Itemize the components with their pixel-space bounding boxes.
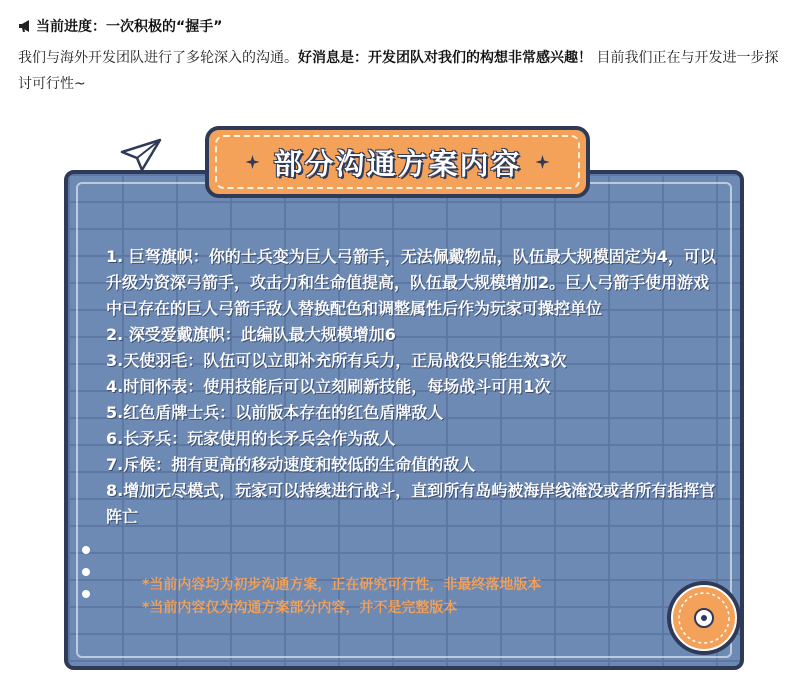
intro-highlight: 好消息是：开发团队对我们的构想非常感兴趣！ [298, 50, 592, 66]
proposal-list [106, 244, 721, 530]
list-item: 4.时间怀表：使用技能后可以立刻刷新技能，每场战斗可用1次 [106, 377, 551, 396]
progress-heading [18, 16, 222, 36]
list-item: 8.增加无尽模式，玩家可以持续进行战斗，直到所有岛屿被海岸线淹没或者所有指挥官阵亡 [106, 481, 716, 526]
star-icon [245, 155, 259, 169]
list-item: 7.斥候：拥有更高的移动速度和较低的生命值的敌人 [106, 455, 476, 474]
star-icon [536, 155, 550, 169]
intro-text-2: 目前我们正在与开发进一步探讨可行性~ [18, 50, 779, 92]
progress-text: 当前进度：一次积极的“握手” [36, 19, 223, 35]
decorative-dots [82, 546, 90, 612]
intro-text-1: 我们与海外开发团队进行了多轮深入的沟通。 [18, 50, 298, 66]
intro-paragraph [18, 45, 783, 97]
list-item: 2. 深受爱戴旗帜：此编队最大规模增加6 [106, 325, 396, 344]
list-item: 3.天使羽毛：队伍可以立即补充所有兵力，正局战役只能生效3次 [106, 351, 567, 370]
megaphone-icon [18, 19, 34, 33]
card-title: 部分沟通方案内容 [273, 146, 522, 181]
shield-icon [664, 578, 744, 658]
list-item: 5.红色盾牌士兵：以前版本存在的红色盾牌敌人 [106, 403, 444, 422]
disclaimer-notes [142, 574, 541, 620]
paper-plane-icon [120, 138, 162, 172]
note-item: *当前内容均为初步沟通方案，正在研究可行性，非最终落地版本 [142, 577, 542, 593]
list-item: 1. 巨弩旗帜：你的士兵变为巨人弓箭手，无法佩戴物品，队伍最大规模固定为4，可以升级为资深弓箭手，攻击力和生命值提高，队伍最大规模增加2。巨人弓箭手使用游戏中已存在的巨人弓箭手敌人替换配色和调整属性后作为玩家可操控单位 [106, 247, 716, 318]
list-item: 6.长矛兵：玩家使用的长矛兵会作为敌人 [106, 429, 396, 448]
note-item: *当前内容仅为沟通方案部分内容，并不是完整版本 [142, 600, 458, 616]
title-banner [205, 126, 590, 198]
